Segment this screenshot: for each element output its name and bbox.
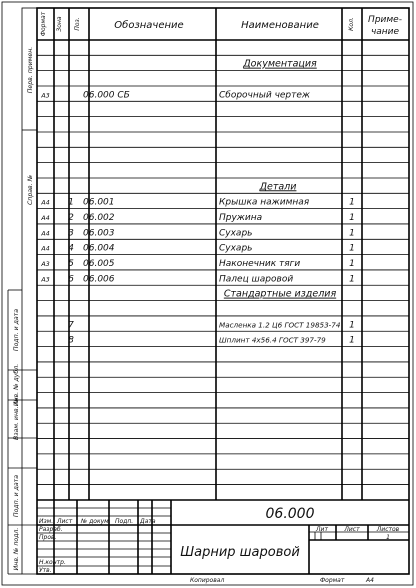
row-name: Сухарь (219, 243, 253, 254)
row-position: 7 (68, 320, 74, 331)
title-col-doc-no: № докум. (81, 518, 111, 525)
row-quantity: 1 (349, 320, 355, 331)
header-zone: Зона (56, 16, 63, 32)
side-label-replace-inv: Взам. инв. № (13, 397, 20, 441)
title-sheets: Листов (376, 526, 400, 533)
row-format: А3 (41, 259, 50, 268)
row-designation: 06.000 СБ (83, 90, 130, 101)
section-heading: Стандартные изделия (223, 288, 337, 300)
title-col-date: Дата (140, 518, 156, 525)
row-name: Наконечник тяги (219, 258, 301, 269)
side-label-sign-date-2: Подп. и дата (13, 474, 20, 518)
row-position: 8 (68, 335, 74, 346)
title-norm-control: Н.контр. (39, 559, 66, 566)
title-block (37, 500, 409, 574)
title-developed: Разраб. (39, 526, 63, 533)
title-sheets-value: 1 (386, 534, 390, 541)
row-name: Шплинт 4х56.4 ГОСТ 397-79 (219, 335, 326, 345)
outer-trim-border (2, 2, 413, 585)
title-col-change: Изм. (39, 518, 54, 525)
footer-format-label: Формат (320, 577, 345, 584)
row-quantity: 1 (349, 243, 355, 254)
row-format: А3 (41, 275, 50, 284)
footer-format-value: А4 (366, 577, 374, 584)
table-header (37, 11, 409, 40)
row-designation: 06.005 (83, 258, 115, 269)
row-position: 3 (68, 228, 74, 239)
row-position: 2 (68, 212, 74, 223)
row-name: Сборочный чертеж (219, 90, 311, 101)
title-col-sign: Подп. (115, 518, 134, 525)
row-quantity: 1 (349, 335, 355, 346)
row-position: 1 (68, 197, 74, 208)
header-designation: Обозначение (114, 20, 184, 31)
header-note-line-2: чание (370, 27, 400, 37)
row-name: Сухарь (219, 228, 253, 239)
side-label-sign-date-1: Подп. и дата (13, 308, 20, 352)
row-name: Палец шаровой (219, 274, 294, 285)
title-lit: Лит (316, 526, 328, 533)
row-name: Крышка нажимная (219, 197, 310, 208)
side-label-ref-no: Справ. № (27, 174, 34, 206)
row-quantity: 1 (349, 228, 355, 239)
side-label-inv-dup: Инв. № дубл. (13, 363, 20, 407)
row-position: 5 (68, 258, 74, 269)
row-designation: 06.003 (83, 228, 115, 239)
section-heading: Документация (243, 58, 317, 70)
row-designation: 06.004 (83, 243, 115, 254)
row-position: 4 (68, 243, 74, 254)
row-format: А3 (41, 91, 50, 100)
row-format: А4 (41, 229, 50, 238)
header-pos: Поз. (74, 17, 81, 31)
header-note-line-1: Приме- (368, 15, 402, 25)
row-format: А4 (41, 244, 50, 253)
row-designation: 06.002 (83, 212, 115, 223)
header-name: Наименование (241, 20, 319, 31)
row-designation: 06.001 (83, 197, 115, 208)
section-heading: Детали (259, 181, 297, 193)
table-grid (37, 8, 409, 500)
row-quantity: 1 (349, 274, 355, 285)
title-doc-name: Шарнир шаровой (180, 545, 300, 560)
row-format: А4 (41, 213, 50, 222)
header-format: Формат (40, 11, 47, 37)
title-doc-number: 06.000 (265, 506, 315, 522)
row-quantity: 1 (349, 197, 355, 208)
side-label-first-use: Перв. примен. (27, 46, 34, 94)
title-sheet: Лист (344, 526, 360, 533)
title-checked: Пров. (39, 534, 57, 541)
title-approved: Утв. (39, 567, 52, 574)
row-designation: 06.006 (83, 274, 115, 285)
row-format: А4 (41, 198, 50, 207)
row-name: Пружина (219, 212, 263, 223)
side-label-inv-orig: Инв. № подл. (13, 527, 20, 571)
row-quantity: 1 (349, 212, 355, 223)
row-quantity: 1 (349, 258, 355, 269)
header-qty: Кол. (348, 17, 355, 31)
row-name: Масленка 1.2 Ц6 ГОСТ 19853-74 (219, 320, 341, 330)
title-col-sheet: Лист (57, 518, 73, 525)
row-position: 6 (68, 274, 74, 285)
footer-copied: Копировал (190, 577, 225, 584)
